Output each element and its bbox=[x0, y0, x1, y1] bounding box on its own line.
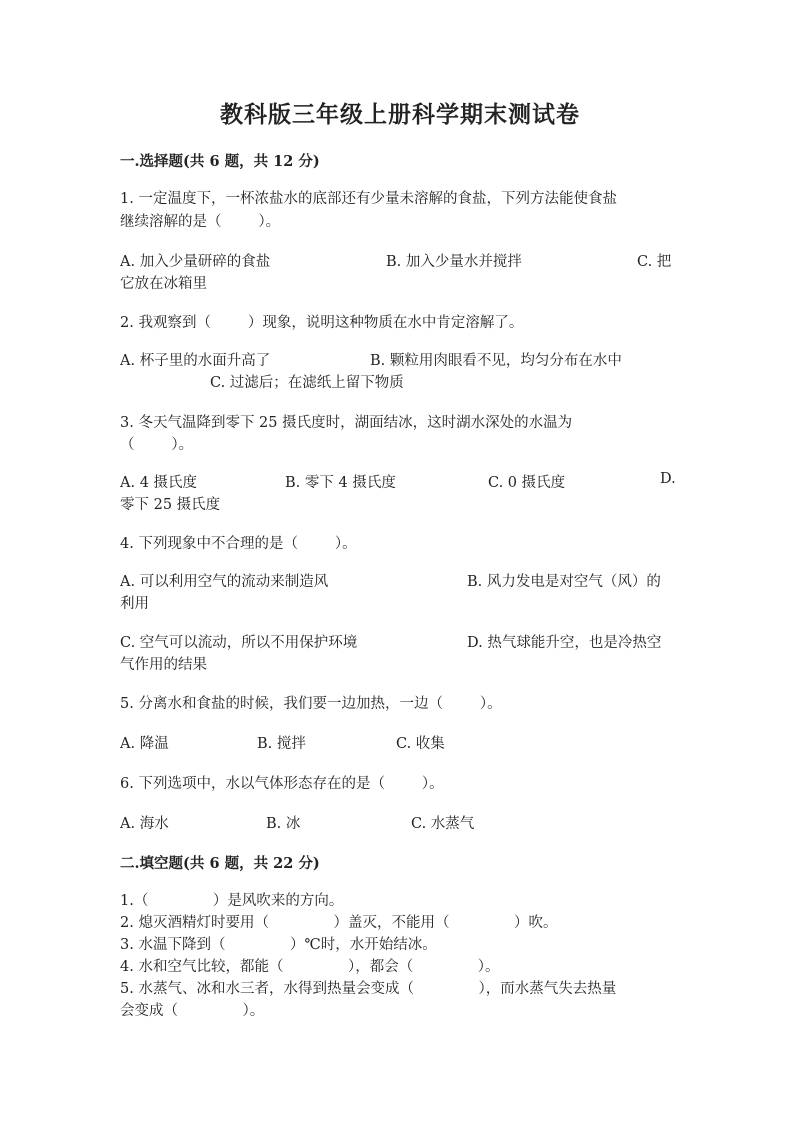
exam-title: 教科版三年级上册科学期末测试卷 bbox=[220, 101, 580, 128]
question-5-option-b: B. 搅拌 bbox=[257, 736, 306, 752]
section-heading-choice: 一.选择题(共 6 题，共 12 分) bbox=[120, 153, 320, 170]
question-4-option-b-cont: 利用 bbox=[120, 596, 149, 612]
question-1-line-2: 继续溶解的是（ ）。 bbox=[120, 214, 281, 230]
question-1-option-a: A. 加入少量研碎的食盐 bbox=[120, 254, 271, 270]
question-3-option-d-cont: 零下 25 摄氏度 bbox=[120, 497, 221, 513]
question-6-option-b: B. 冰 bbox=[266, 816, 301, 832]
question-3-line-1: 3. 冬天气温降到零下 25 摄氏度时，湖面结冰，这时湖水深处的水温为 bbox=[120, 415, 573, 431]
question-4-line-1: 4. 下列现象中不合理的是（ ）。 bbox=[120, 536, 357, 552]
fill-question-3: 3. 水温下降到（ ）℃时，水开始结冰。 bbox=[120, 937, 437, 953]
question-4-option-c: C. 空气可以流动，所以不用保护环境 bbox=[120, 635, 358, 651]
question-4-option-b: B. 风力发电是对空气（风）的 bbox=[467, 574, 661, 590]
question-4-option-d: D. 热气球能升空，也是冷热空 bbox=[467, 635, 662, 651]
question-2-line-1: 2. 我观察到（ ）现象，说明这种物质在水中肯定溶解了。 bbox=[120, 315, 524, 331]
question-5-option-a: A. 降温 bbox=[120, 736, 169, 752]
question-1-option-b: B. 加入少量水并搅拌 bbox=[386, 254, 522, 270]
fill-question-4: 4. 水和空气比较，都能（ ），都会（ ）。 bbox=[120, 959, 500, 975]
fill-question-5-cont: 会变成（ ）。 bbox=[120, 1003, 265, 1019]
question-4-option-d-cont: 气作用的结果 bbox=[120, 657, 207, 673]
question-3-option-a: A. 4 摄氏度 bbox=[120, 475, 198, 491]
question-2-option-c: C. 过滤后；在滤纸上留下物质 bbox=[210, 375, 404, 391]
question-5-option-c: C. 收集 bbox=[396, 736, 445, 752]
fill-question-5: 5. 水蒸气、冰和水三者，水得到热量会变成（ ），而水蒸气失去热量 bbox=[120, 981, 617, 997]
question-2-option-b: B. 颗粒用肉眼看不见，均匀分布在水中 bbox=[370, 353, 622, 369]
question-6-option-c: C. 水蒸气 bbox=[411, 816, 475, 832]
question-3-option-c: C. 0 摄氏度 bbox=[488, 475, 566, 491]
question-4-option-a: A. 可以利用空气的流动来制造风 bbox=[120, 574, 329, 590]
question-3-line-2: （ ）。 bbox=[120, 437, 194, 453]
question-6-option-a: A. 海水 bbox=[120, 816, 169, 832]
fill-question-2: 2. 熄灭酒精灯时要用（ ）盖灭，不能用（ ）吹。 bbox=[120, 915, 558, 931]
question-1-option-c: C. 把 bbox=[637, 254, 672, 270]
fill-question-1: 1.（ ）是风吹来的方向。 bbox=[120, 893, 344, 909]
question-1-line-1: 1. 一定温度下，一杯浓盐水的底部还有少量未溶解的食盐，下列方法能使食盐 bbox=[120, 191, 617, 207]
question-3-option-b: B. 零下 4 摄氏度 bbox=[285, 475, 396, 491]
question-3-option-d: D. bbox=[660, 471, 676, 487]
question-6-line-1: 6. 下列选项中，水以气体形态存在的是（ ）。 bbox=[120, 776, 444, 792]
section-heading-fill: 二.填空题(共 6 题，共 22 分) bbox=[120, 855, 320, 872]
question-2-option-a: A. 杯子里的水面升高了 bbox=[120, 353, 271, 369]
question-5-line-1: 5. 分离水和食盐的时候，我们要一边加热，一边（ ）。 bbox=[120, 696, 502, 712]
question-1-option-c-cont: 它放在冰箱里 bbox=[120, 276, 207, 292]
